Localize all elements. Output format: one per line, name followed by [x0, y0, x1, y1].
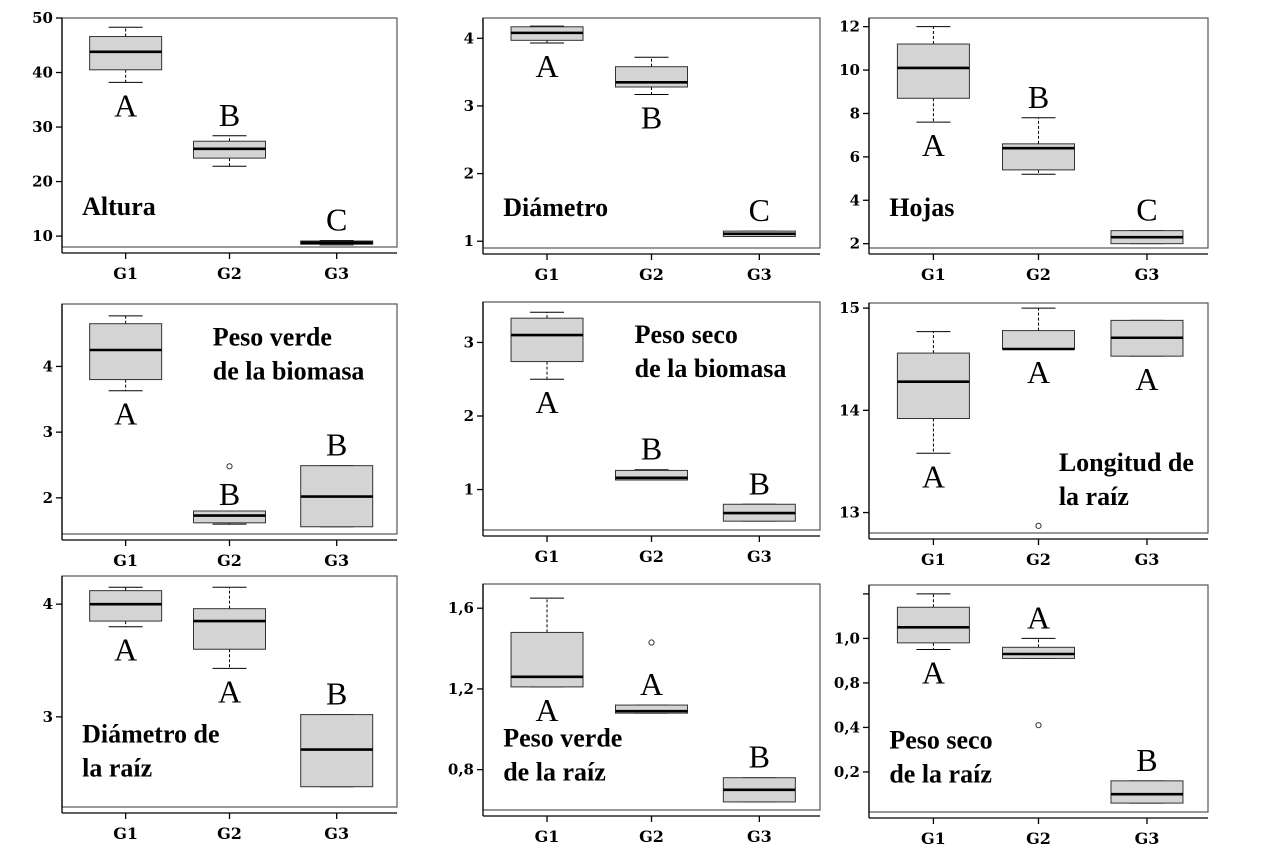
- significance-letter: C: [748, 192, 771, 229]
- x-tick-label: G2: [1026, 550, 1051, 569]
- outlier-point: [227, 464, 232, 469]
- significance-letter: A: [114, 395, 138, 432]
- y-tick-label: 40: [32, 63, 53, 82]
- x-tick-label: G1: [534, 265, 560, 284]
- x-tick-label: G3: [324, 824, 350, 843]
- box-iqr: [511, 632, 583, 686]
- y-tick-label: 10: [32, 227, 53, 246]
- box-iqr: [90, 591, 162, 621]
- box-iqr: [616, 67, 688, 87]
- x-tick-label: G1: [921, 550, 946, 569]
- box-iqr: [897, 353, 969, 418]
- panel-title: la raíz: [1058, 481, 1129, 511]
- x-tick-label: G1: [921, 265, 946, 284]
- x-tick-label: G2: [1026, 829, 1051, 848]
- y-tick-label: 13: [839, 503, 860, 522]
- y-tick-label: 15: [839, 299, 860, 318]
- y-tick-label: 20: [32, 172, 53, 191]
- x-tick-label: G3: [1134, 550, 1160, 569]
- significance-letter: A: [535, 691, 559, 728]
- panel-title: Diámetro de: [82, 719, 220, 749]
- x-tick-label: G3: [324, 264, 350, 283]
- y-tick-label: 0,8: [447, 760, 474, 779]
- panel-title: de la raíz: [889, 759, 992, 789]
- x-tick-label: G1: [534, 547, 560, 566]
- y-tick-label: 3: [42, 423, 53, 442]
- panel-title: de la raíz: [503, 757, 606, 787]
- x-tick-label: G3: [1134, 265, 1160, 284]
- y-tick-label: 1,2: [447, 679, 474, 698]
- panel-title: de la biomasa: [634, 354, 787, 384]
- panel-title: Hojas: [889, 192, 955, 222]
- panel-title: Peso verde: [503, 723, 623, 753]
- y-tick-label: 4: [463, 29, 474, 48]
- significance-letter: A: [921, 654, 945, 691]
- panel-title: Altura: [82, 191, 156, 221]
- y-tick-label: 0,8: [833, 673, 860, 692]
- significance-letter: C: [326, 201, 348, 238]
- x-tick-label: G1: [921, 829, 946, 848]
- panel-title: Diámetro: [503, 192, 609, 222]
- significance-letter: B: [1027, 78, 1050, 115]
- y-tick-label: 1: [463, 232, 474, 251]
- significance-letter: B: [748, 738, 771, 775]
- x-tick-label: G3: [324, 551, 350, 570]
- y-tick-label: 0,2: [833, 762, 860, 781]
- y-tick-label: 14: [839, 401, 860, 420]
- panel-title: Longitud de: [1058, 447, 1194, 477]
- y-tick-label: 2: [463, 164, 474, 183]
- outlier-point: [1036, 723, 1041, 728]
- y-tick-label: 50: [32, 9, 53, 27]
- significance-letter: A: [535, 384, 559, 421]
- y-tick-label: 1,0: [833, 629, 860, 648]
- significance-letter: A: [217, 673, 242, 710]
- significance-letter: C: [1136, 191, 1158, 228]
- y-tick-label: 0,4: [833, 718, 860, 737]
- y-tick-label: 8: [849, 104, 860, 123]
- significance-letter: B: [640, 430, 663, 467]
- x-tick-label: G2: [639, 547, 664, 566]
- box-iqr: [194, 609, 266, 650]
- significance-letter: A: [114, 631, 138, 668]
- box-iqr: [897, 44, 969, 98]
- box-iqr: [90, 324, 162, 380]
- x-tick-label: G2: [217, 551, 242, 570]
- significance-letter: A: [921, 127, 945, 164]
- x-tick-label: G2: [639, 827, 664, 846]
- significance-letter: B: [326, 426, 348, 463]
- outlier-point: [1036, 523, 1041, 528]
- y-tick-label: 1,6: [447, 599, 474, 618]
- box-iqr: [511, 318, 583, 361]
- panel-title: Peso verde: [212, 322, 332, 352]
- significance-letter: A: [1026, 599, 1051, 636]
- y-tick-label: 3: [463, 96, 474, 115]
- y-tick-label: 4: [42, 595, 53, 614]
- x-tick-label: G3: [746, 827, 772, 846]
- box-iqr: [897, 607, 969, 643]
- significance-letter: B: [1136, 741, 1158, 778]
- significance-letter: B: [218, 476, 241, 512]
- outlier-point: [649, 640, 654, 645]
- y-tick-label: 6: [849, 147, 860, 166]
- significance-letter: B: [326, 675, 348, 712]
- x-tick-label: G3: [1134, 829, 1160, 848]
- panel-title: Peso seco: [634, 320, 738, 350]
- x-tick-label: G1: [113, 264, 139, 283]
- y-tick-label: 10: [839, 61, 860, 80]
- box-iqr: [1111, 781, 1183, 803]
- significance-letter: A: [639, 666, 664, 703]
- x-tick-label: G2: [217, 264, 242, 283]
- y-tick-label: 4: [42, 357, 53, 376]
- box-iqr: [1003, 331, 1075, 349]
- significance-letter: A: [921, 458, 945, 495]
- significance-letter: A: [114, 87, 138, 124]
- significance-letter: B: [748, 465, 771, 502]
- y-tick-label: 4: [849, 191, 860, 210]
- y-tick-label: 30: [32, 118, 53, 137]
- significance-letter: A: [1026, 354, 1051, 390]
- significance-letter: B: [640, 99, 663, 136]
- y-tick-label: 2: [849, 234, 860, 253]
- significance-letter: A: [535, 48, 559, 85]
- y-tick-label: 12: [839, 17, 860, 36]
- y-tick-label: 3: [42, 707, 53, 726]
- panel-title: de la biomasa: [212, 356, 365, 386]
- y-tick-label: 2: [42, 488, 53, 507]
- x-tick-label: G2: [639, 265, 664, 284]
- y-tick-label: 3: [463, 333, 474, 352]
- significance-letter: A: [1135, 361, 1159, 398]
- panel-title: Peso seco: [889, 725, 993, 755]
- panel-title: la raíz: [82, 753, 153, 783]
- significance-letter: B: [218, 96, 241, 133]
- x-tick-label: G3: [746, 265, 772, 284]
- y-tick-label: 2: [463, 407, 474, 425]
- box-iqr: [194, 511, 266, 523]
- x-tick-label: G2: [1026, 265, 1051, 284]
- x-tick-label: G1: [113, 824, 139, 843]
- box-iqr: [90, 37, 162, 70]
- x-tick-label: G1: [534, 827, 560, 846]
- x-tick-label: G1: [113, 551, 139, 570]
- y-tick-label: 1: [463, 480, 474, 499]
- x-tick-label: G3: [746, 547, 772, 566]
- x-tick-label: G2: [217, 824, 242, 843]
